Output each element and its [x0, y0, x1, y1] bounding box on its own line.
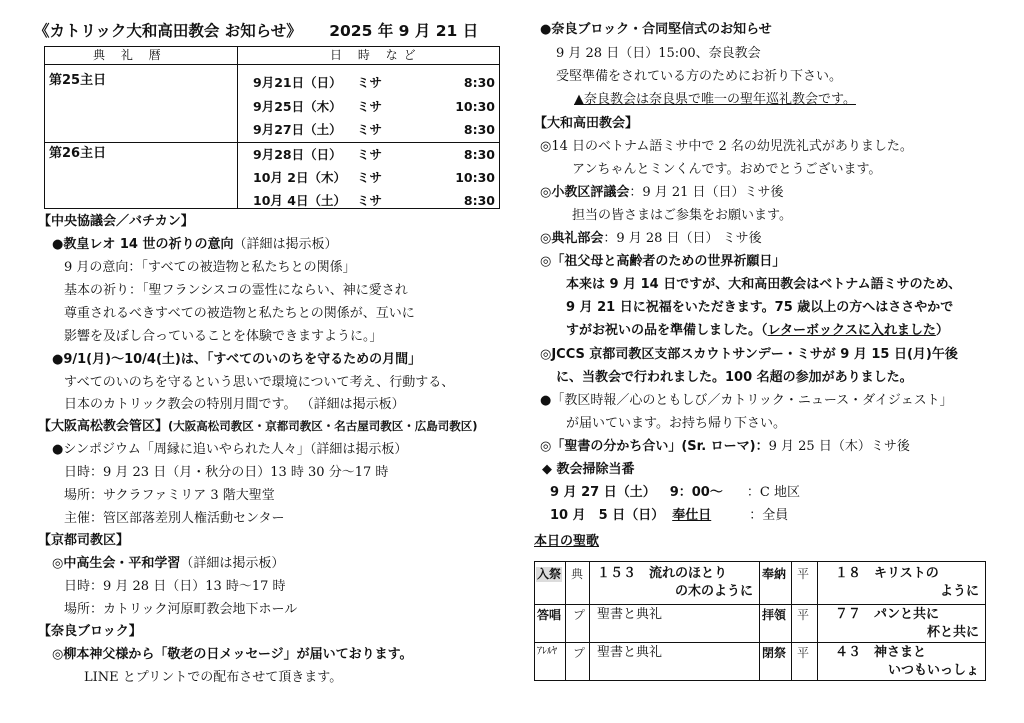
hymn-name: ４３ 神さまと — [835, 645, 927, 660]
sunday-label: 第26主日 — [49, 146, 107, 161]
text-line: 場所：カトリック河原町教会地下ホール — [64, 602, 298, 617]
text-line: 場所：サクラファミリア 3 階大聖堂 — [64, 488, 275, 503]
kyoto-item: ◎中高生会・平和学習（詳細は掲示板） — [52, 556, 285, 571]
hymn-name: いつもいっしょ — [887, 663, 979, 678]
section-heading-yamato: 【大和高田教会】 — [534, 116, 639, 131]
text-line: アンちゃんとミンくんです。おめでとうございます。 — [572, 162, 882, 177]
schedule-header — [45, 47, 499, 65]
page-title — [34, 22, 478, 41]
section-heading-nara: 【奈良ブロック】 — [38, 624, 142, 639]
hymn-mark: 平 — [797, 567, 810, 581]
col-time: 日 時 など — [330, 48, 422, 62]
schedule-table: 典 礼 暦 日 時 など 第25主日 9月21日（日） ミサ 8:30 9月25日（木） ミサ 10:30 9月27日（土） ミサ 8:30 第26主日 9月28日（日） ミサ 8:30 10月 2日（木） ミサ 10:30 10月 4日（土） ミサ 8:30 — [44, 46, 500, 209]
text-line: 日本のカトリック教会の特別月間です。 （詳細は掲示板） — [64, 397, 405, 412]
scout-heading: ◎JCCS 京都司教区支部スカウトサンデー・ミサが 9 月 15 日(月)午後 — [540, 347, 958, 362]
pope-intention: ●教皇レオ 14 世の祈りの意向（詳細は掲示板） — [52, 237, 338, 252]
hymn-name: １８ キリストの — [835, 566, 939, 581]
hymn-name: １５３ 流れのほとり — [597, 566, 728, 581]
text-line: 尊重されるべきすべての被造物と私たちとの関係が、互いに — [64, 306, 415, 321]
text-line: 主催：管区部落差別人権活動センター — [64, 511, 285, 526]
col-liturgy: 典 礼 暦 — [93, 48, 167, 62]
hymn-label: 奉納 — [762, 567, 787, 581]
text-line: すがお祝いの品を準備しました。（レターボックスに入れました） — [566, 323, 949, 338]
grandparents-heading: ◎「祖父母と高齢者のための世界祈願日」 — [540, 254, 786, 269]
section-heading-central: 【中央協議会／バチカン】 — [38, 214, 194, 229]
hymn-mark: 典 — [571, 567, 584, 581]
text-line: 9 月 28 日（日）15:00、奈良教会 — [556, 46, 761, 61]
hymn-label: 答唱 — [537, 608, 562, 622]
hymn-name: 杯と共に — [926, 625, 979, 640]
hymn-mark: 平 — [797, 608, 810, 622]
hymn-name: 聖書と典礼 — [597, 645, 663, 660]
hymn-table — [534, 561, 986, 681]
text-line: すべてのいのちを守るという思いで環境について考え、行動する、 — [64, 375, 455, 390]
nara-church-note: ▲奈良教会は奈良県で唯一の聖年巡礼教会です。 — [574, 92, 856, 107]
hymn-label: ｱﾚﾙﾔ — [537, 646, 557, 657]
hymn-label: 閉祭 — [762, 646, 787, 660]
text-line: に、当教会で行われました。100 名超の参加がありました。 — [556, 370, 913, 385]
text-line: 9 月の意向：「すべての被造物と私たちとの関係」 — [64, 260, 356, 275]
hymn-label: 拝領 — [762, 608, 787, 622]
liturgy-item: ◎典礼部会：9 月 28 日（日） ミサ後 — [540, 231, 762, 246]
nara-item: ◎柳本神父様から「敬老の日メッセージ」が届いております。 — [52, 647, 413, 662]
text-line: 9 月 21 日に祝福をいただきます。75 歳以上の方へはささやかで — [566, 300, 954, 315]
text-line: 日時：9 月 28 日（日）13 時～17 時 — [64, 579, 286, 594]
section-heading-osaka: 【大阪高松教会管区】(大阪高松司教区・京都司教区・名古屋司教区・広島司教区) — [38, 419, 478, 434]
month-heading: ●9/1(月)～10/4(土)は、「すべてのいのちを守るための月間」 — [52, 352, 422, 367]
sunday-label: 第25主日 — [49, 73, 107, 88]
hymn-name: ように — [939, 584, 979, 599]
text-line: 本来は 9 月 14 日ですが、大和高田教会はベトナム語ミサのため、 — [566, 277, 962, 292]
bible-sharing: ◎「聖書の分かち合い」(Sr. ローマ)：9 月 25 日（木）ミサ後 — [540, 439, 910, 454]
symposium-heading: ●シンポジウム「周縁に追いやられた人々」（詳細は掲示板） — [52, 442, 408, 457]
text-line: が届いています。お持ち帰り下さい。 — [566, 416, 786, 431]
council-item: ◎小教区評議会：9 月 21 日（日）ミサ後 — [540, 185, 784, 200]
confirmation-heading: ●奈良ブロック・合同堅信式のお知らせ — [540, 22, 772, 37]
text-line: 日時：9 月 23 日（月・秋分の日）13 時 30 分～17 時 — [64, 465, 389, 480]
hymn-mark: 平 — [797, 646, 810, 660]
text-line: ◎14 日のベトナム語ミサ中で 2 名の幼児洗礼式がありました。 — [540, 139, 913, 154]
section-heading-kyoto: 【京都司教区】 — [38, 533, 130, 548]
hymn-name: 聖書と典礼 — [597, 607, 663, 622]
hymn-name: の木のように — [674, 584, 753, 599]
notice-title: 《カトリック大和高田教会 お知らせ》 — [34, 22, 302, 40]
hymns-heading: 本日の聖歌 — [534, 534, 600, 549]
cleaning-row: 9 月 27 日（土） 9：00～ ：C 地区 — [550, 485, 800, 500]
text-line: 基本の祈り：「聖フランシスコの霊性にならい、神に愛され — [64, 283, 408, 298]
text-line: 影響を及ぼし合っていることを体験できますように。」 — [64, 329, 383, 344]
hymn-mark: プ — [573, 608, 586, 622]
cleaning-row: 10 月 5 日（日） 奉仕日 ：全員 — [550, 508, 789, 523]
notice-date: 2025 年 9 月 21 日 — [329, 22, 479, 40]
hymn-label: 入祭 — [537, 567, 562, 581]
hymn-mark: プ — [573, 646, 586, 660]
text-line: 担当の皆さまはご参集をお願います。 — [572, 208, 792, 223]
text-line: LINE とプリントでの配布させて頂きます。 — [84, 670, 343, 685]
hymn-name: ７７ パンと共に — [835, 607, 940, 622]
text-line: ●「教区時報／心のともしび／カトリック・ニュース・ダイジェスト」 — [540, 393, 953, 408]
text-line: 受堅準備をされている方のためにお祈り下さい。 — [556, 69, 843, 84]
cleaning-heading: ◆ 教会掃除当番 — [542, 462, 635, 477]
